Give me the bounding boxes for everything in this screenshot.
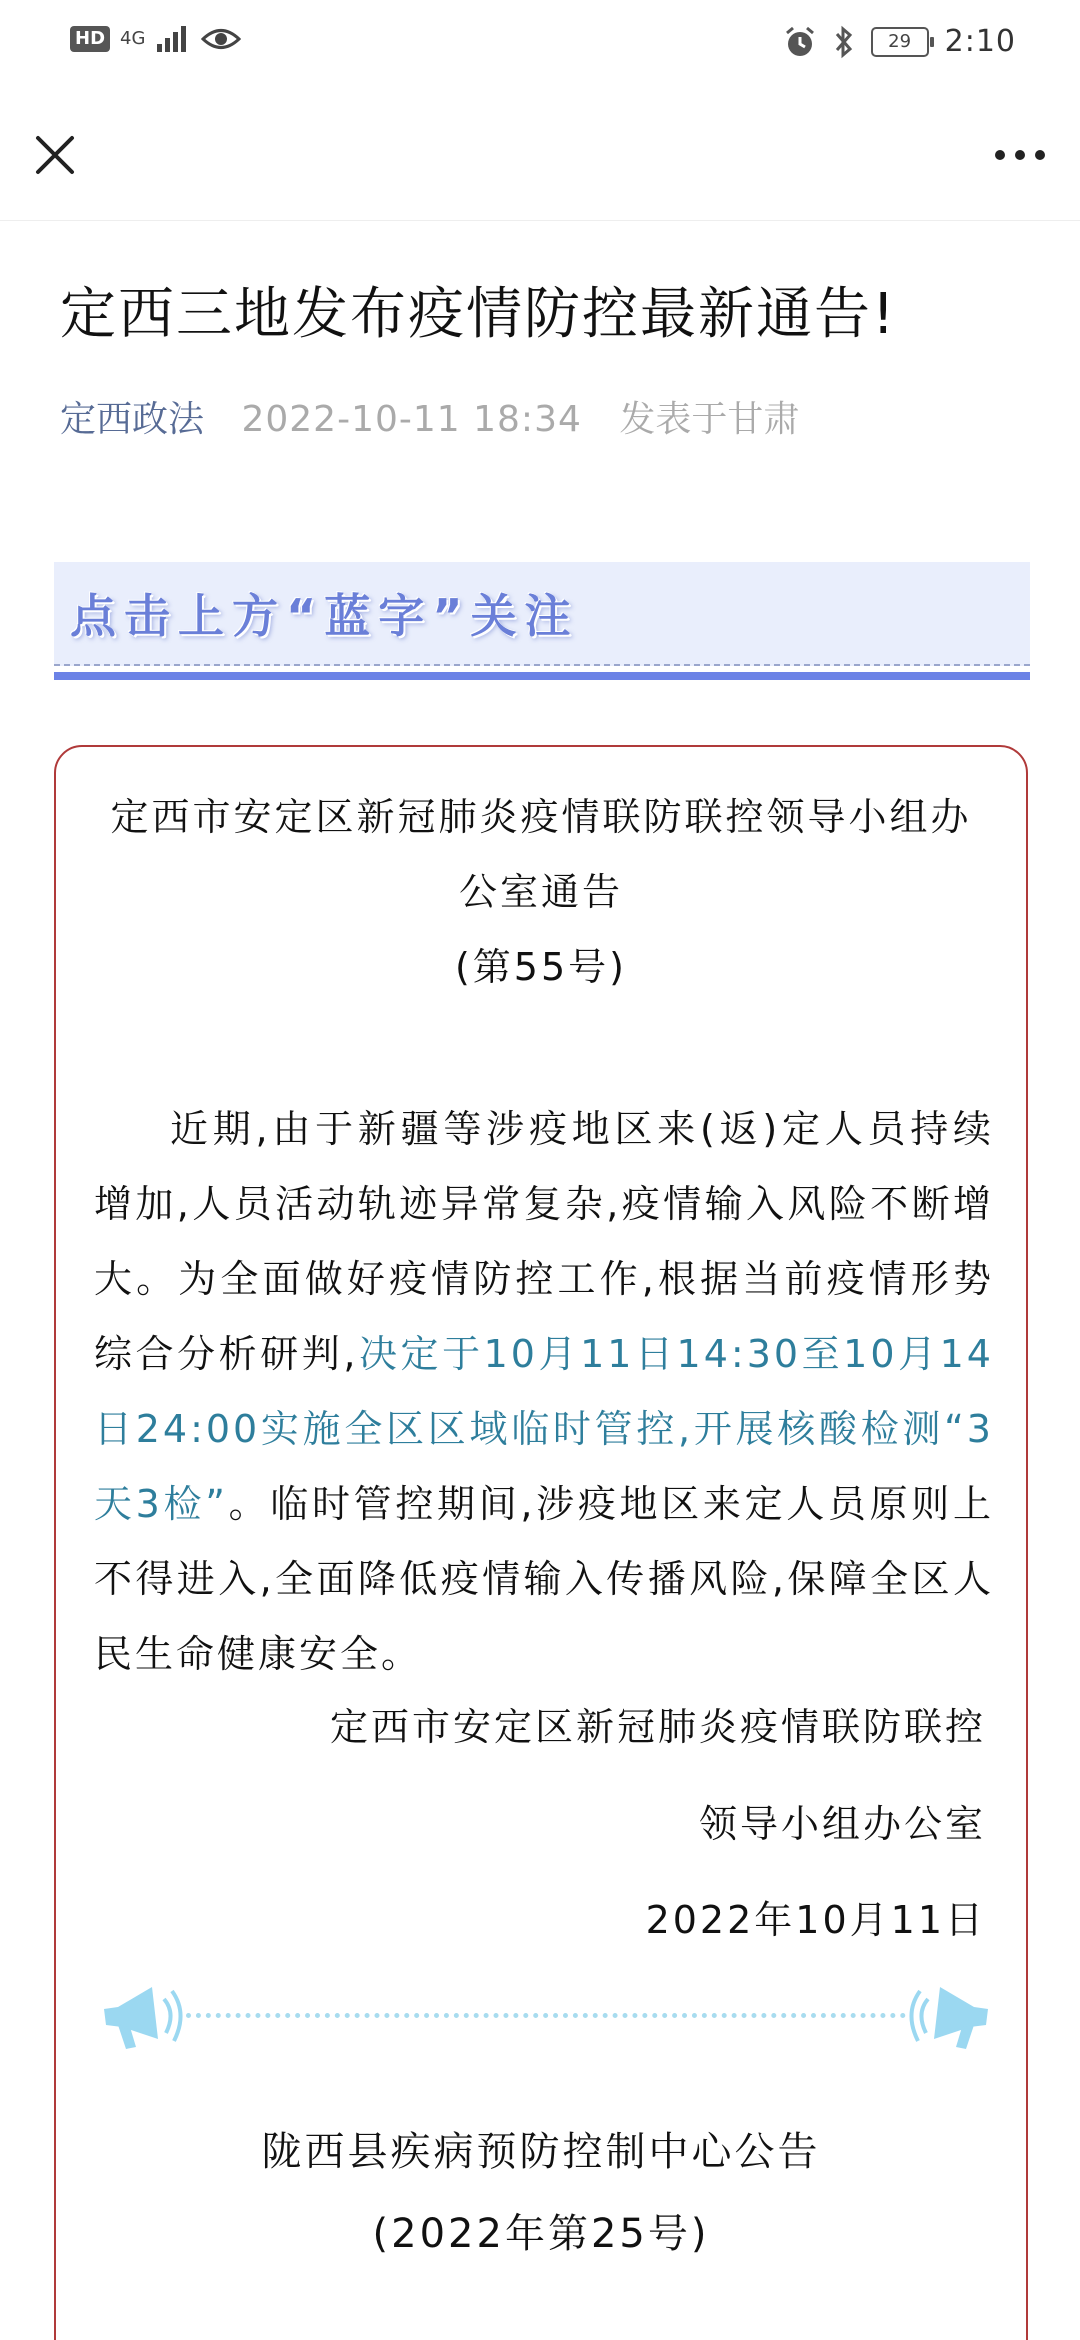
status-right xyxy=(783,24,1016,59)
follow-underline xyxy=(54,672,1030,680)
signal-icon xyxy=(155,24,191,54)
status-left xyxy=(70,24,241,54)
bluetooth-icon xyxy=(833,25,855,59)
notice-body-part2: 。临时管控期间,涉疫地区来定人员原则上不得进入,全面降低疫情输入传播风险,保障全区人民生命健康安全。 xyxy=(94,1482,994,1676)
network-type: 4G xyxy=(120,28,146,49)
battery-level: 29 xyxy=(888,30,912,52)
notice-body xyxy=(94,1092,994,1692)
follow-banner xyxy=(54,562,1030,666)
notice-number: (第55号) xyxy=(454,945,627,989)
hd-badge: HD xyxy=(70,26,110,52)
publish-location: 发表于甘肃 xyxy=(619,399,800,440)
more-icon[interactable] xyxy=(990,140,1050,170)
article-meta xyxy=(60,395,799,445)
status-bar xyxy=(0,0,1080,90)
notice-signature-line1: 定西市安定区新冠肺炎疫情联防联控 xyxy=(329,1705,986,1749)
notice-body-highlight: 决定于10月11日14:30至10月14日24:00实施全区区域临时管控,开展核酸检测“3天3检” xyxy=(94,1332,994,1526)
dotted-divider-line xyxy=(186,2013,906,2018)
notice-signature-line2: 领导小组办公室 xyxy=(698,1802,986,1846)
megaphone-icon xyxy=(906,1977,996,2057)
article-title: 定西三地发布疫情防控最新通告! xyxy=(60,282,897,347)
notice-heading-line2: 公室通告 xyxy=(458,870,623,914)
publish-date: 2022-10-11 18:34 xyxy=(241,399,582,440)
notice-signature-date: 2022年10月11日 xyxy=(645,1898,986,1942)
notice-heading-line1: 定西市安定区新冠肺炎疫情联防联控领导小组办 xyxy=(110,795,972,839)
top-nav xyxy=(0,110,1080,221)
megaphone-icon xyxy=(96,1977,186,2057)
battery-icon xyxy=(871,27,929,57)
notice-card xyxy=(54,745,1028,2340)
second-notice-number: (2022年第25号) xyxy=(372,2211,710,2257)
eye-icon xyxy=(201,24,241,54)
second-notice-heading: 陇西县疾病预防控制中心公告 xyxy=(261,2129,821,2175)
section-divider xyxy=(96,1977,996,2057)
clock: 2:10 xyxy=(944,24,1016,59)
author-link[interactable]: 定西政法 xyxy=(60,399,205,440)
alarm-icon xyxy=(783,25,817,59)
notice-body-part1: 近期,由于新疆等涉疫地区来(返)定人员持续增加,人员活动轨迹异常复杂,疫情输入风险不断增大。为全面做好疫情防控工作,根据当前疫情形势综合分析研判, xyxy=(94,1107,994,1376)
follow-prompt: 点击上方“蓝字”关注 xyxy=(70,589,579,643)
close-icon[interactable] xyxy=(30,130,80,180)
